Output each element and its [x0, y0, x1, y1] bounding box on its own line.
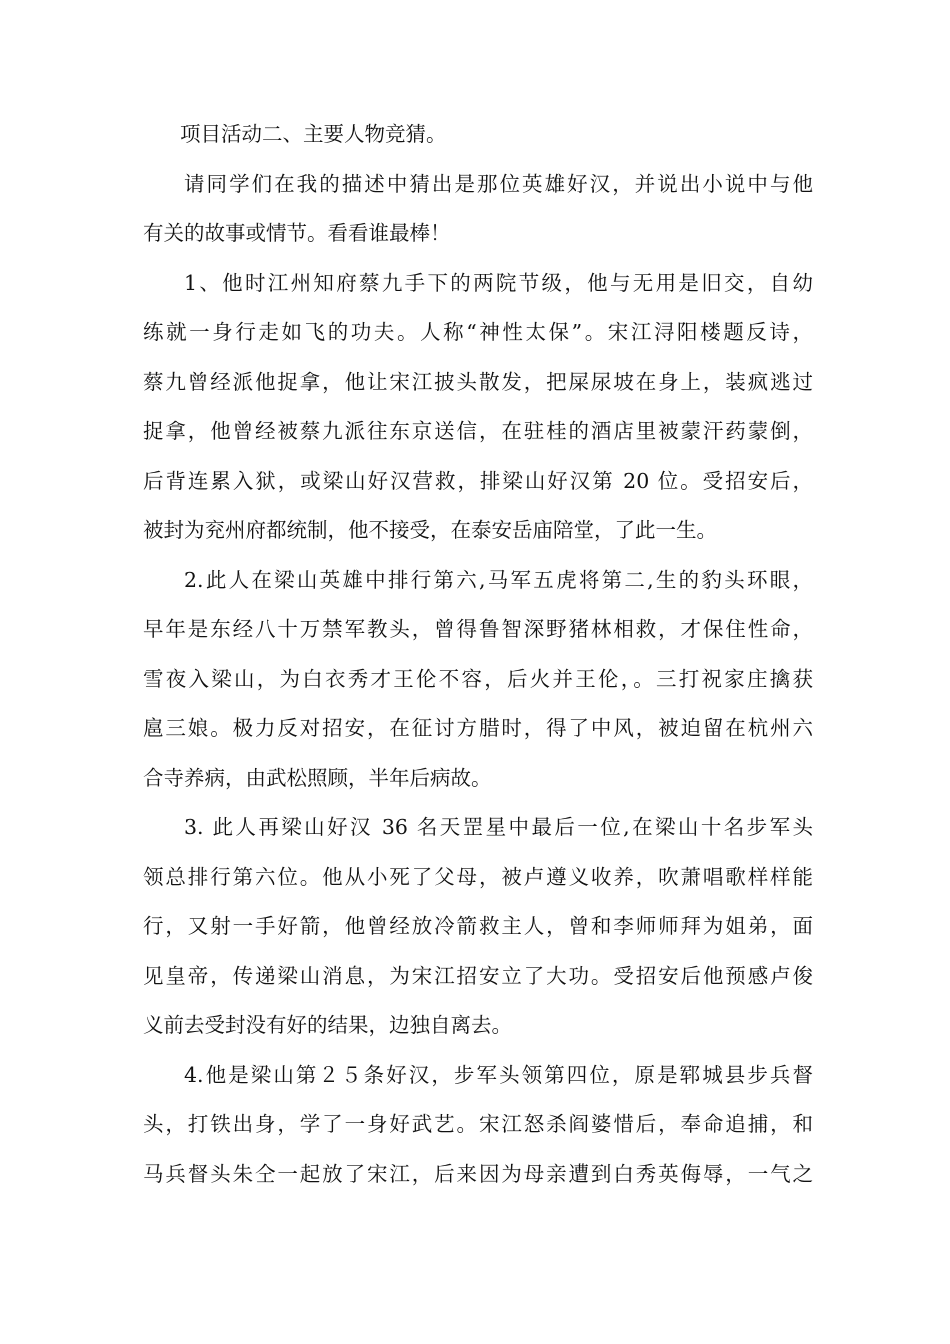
intro-line: 有关的故事或情节。看看谁最棒！: [143, 221, 451, 245]
intro-line: 请同学们在我的描述中猜出是那位英雄好汉，并说出小说中与他: [184, 172, 813, 196]
section-heading: 项目活动二、主要人物竞猜。: [180, 122, 447, 146]
item-3-line: 领总排行第六位。他从小死了父母，被卢遵义收养，吹萧唱歌样样能: [143, 865, 813, 889]
item-1-line: 后背连累入狱，或梁山好汉营救，排梁山好汉第 20 位。受招安后，: [143, 469, 813, 493]
item-4-line: 头，打铁出身，学了一身好武艺。宋江怒杀阎婆惜后，奉命追捕，和: [143, 1112, 813, 1136]
item-2-line: 雪夜入梁山，为白衣秀才王伦不容，后火并王伦，。三打祝家庄擒获: [143, 667, 813, 691]
item-2-line: 扈三娘。极力反对招安，在征讨方腊时，得了中风，被迫留在杭州六: [143, 716, 813, 740]
item-3-line: 义前去受封没有好的结果，边独自离去。: [143, 1013, 512, 1037]
item-4-line: 4.他是梁山第２５条好汉，步军头领第四位，原是郓城县步兵督: [184, 1063, 813, 1087]
item-1-line: 捉拿，他曾经被蔡九派往东京送信，在驻桂的酒店里被蒙汗药蒙倒，: [143, 419, 813, 443]
item-1-line: 练就一身行走如飞的功夫。人称“神性太保”。宋江浔阳楼题反诗，: [143, 320, 813, 344]
item-2-line: 早年是东经八十万禁军教头，曾得鲁智深野猪林相救，才保住性命，: [143, 617, 813, 641]
item-1-line: 1、他时江州知府蔡九手下的两院节级，他与无用是旧交，自幼: [184, 271, 813, 295]
item-3-line: 见皇帝，传递梁山消息，为宋江招安立了大功。受招安后他预感卢俊: [143, 964, 813, 988]
item-2-line: 2.此人在梁山英雄中排行第六,马军五虎将第二,生的豹头环眼，: [184, 568, 813, 592]
item-3-line: 3. 此人再梁山好汉 36 名天罡星中最后一位,在梁山十名步军头: [184, 815, 813, 839]
item-1-line: 被封为兖州府都统制，他不接受，在泰安岳庙陪堂，了此一生。: [143, 518, 717, 542]
item-4-line: 马兵督头朱仝一起放了宋江，后来因为母亲遭到白秀英侮辱，一气之: [143, 1162, 813, 1186]
item-1-line: 蔡九曾经派他捉拿，他让宋江披头散发，把屎尿坡在身上，装疯逃过: [143, 370, 813, 394]
item-2-line: 合寺养病，由武松照顾，半年后病故。: [143, 766, 492, 790]
item-3-line: 行，又射一手好箭，他曾经放冷箭救主人，曾和李师师拜为姐弟，面: [143, 914, 813, 938]
